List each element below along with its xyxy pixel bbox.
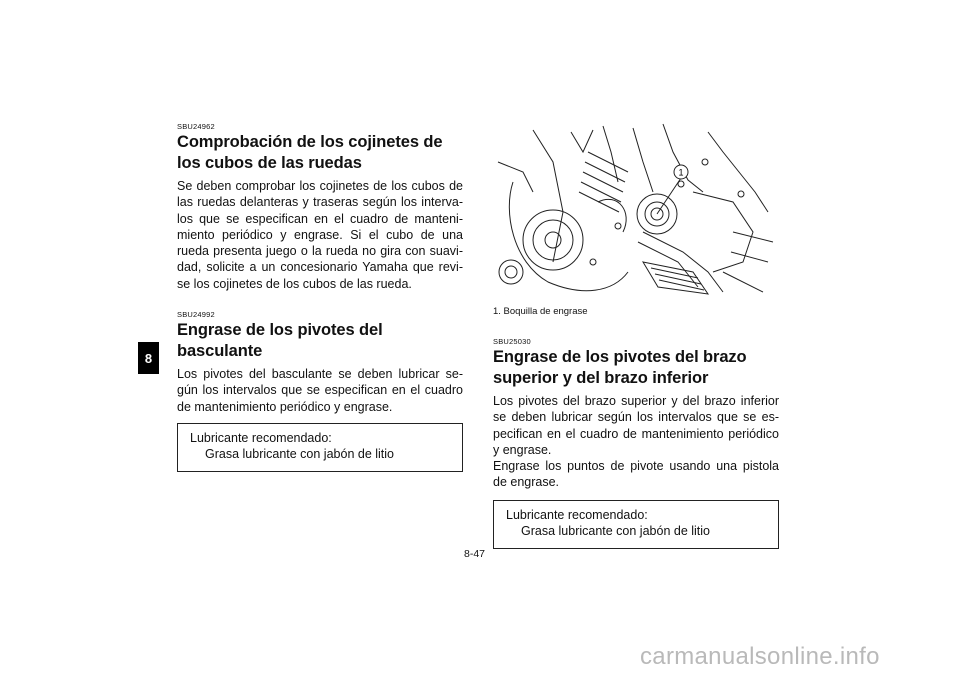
- grease-nipple-illustration: [493, 122, 779, 300]
- figure-caption: 1. Boquilla de engrase: [493, 306, 588, 317]
- lubricant-box: [493, 500, 779, 549]
- engine-drawing: [493, 122, 779, 300]
- section-code: SBU25030: [493, 337, 531, 346]
- left-column: [177, 122, 463, 472]
- arm-pivots-text: Los pivotes del brazo superior y del brazo inferior se deben lubricar según los intervalos que se es-pecifican en el cuadro de mantenimiento periódico y engrase.: [493, 394, 779, 457]
- page-number: 8-47: [464, 548, 486, 560]
- chapter-number: 8: [144, 350, 153, 366]
- lubricant-value: Grasa lubricante con jabón de litio: [205, 447, 395, 462]
- lubricant-label: Lubricante recomendado:: [190, 430, 332, 445]
- section-title-wheel-bearings: Comprobación de los cojinetes de los cubos de las ruedas: [177, 133, 443, 172]
- watermark: carmanualsonline.info: [640, 643, 880, 670]
- right-column: [493, 122, 779, 549]
- lubricant-value: Grasa lubricante con jabón de litio: [521, 524, 711, 539]
- section-title-arm-pivots: Engrase de los pivotes del brazo superior y del brazo inferior: [493, 348, 747, 387]
- callout-number: 1: [678, 167, 684, 178]
- lubricant-label: Lubricante recomendado:: [506, 507, 648, 522]
- wheel-bearings-text: Se deben comprobar los cojinetes de los cubos de las ruedas delanteras y traseras según los interva-los que se especifican en el cuadro de manteni-miento periódico y engrase. Si el cubo de una rueda presenta juego o la rueda no gira con suavi-dad, solicite a un concesionario Yamaha que revi-se los cojinetes de los cubos de las rueda.: [177, 179, 463, 291]
- chapter-tab: [138, 342, 159, 374]
- lubricant-box: [177, 423, 463, 472]
- section-title-swingarm: Engrase de los pivotes del basculante: [177, 321, 383, 361]
- grease-gun-text: Engrase los puntos de pivote usando una pistola de engrase.: [493, 459, 779, 490]
- section-code: SBU24962: [177, 122, 215, 131]
- swingarm-text: Los pivotes del basculante se deben lubricar se-gún los intervalos que se especifican en el cuadro de mantenimiento periódico y engrase.: [177, 367, 463, 414]
- section-code: SBU24992: [177, 310, 215, 320]
